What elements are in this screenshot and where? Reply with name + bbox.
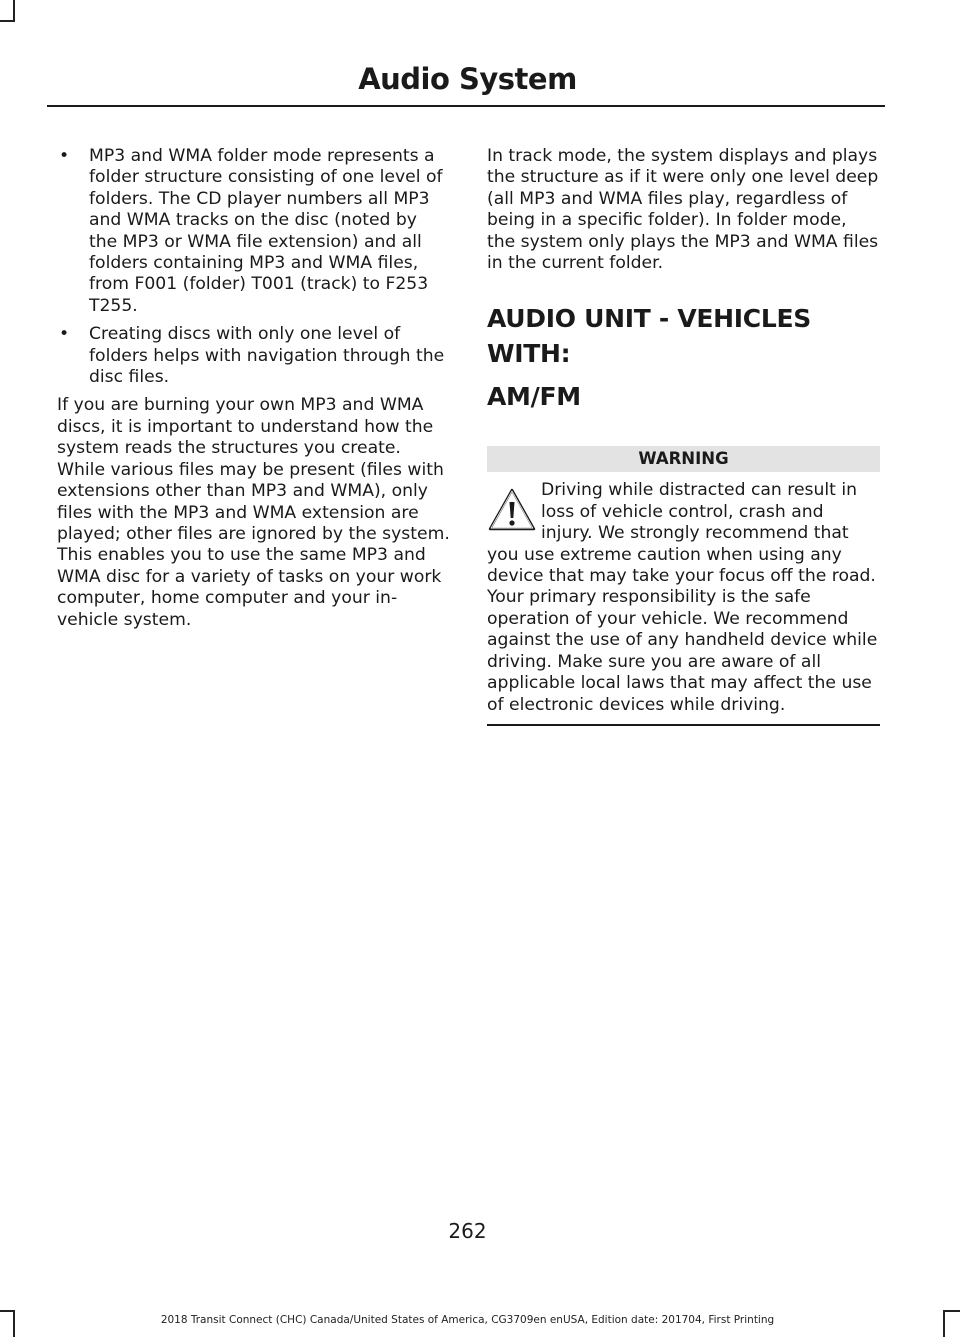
- warning-triangle-icon: [487, 487, 537, 533]
- right-column: [487, 146, 880, 726]
- page-number: 262: [448, 1219, 487, 1243]
- header-rule: [47, 105, 885, 107]
- crop-mark-bottom-left-h: [0, 1310, 15, 1312]
- bullet-text: MP3 and WMA folder mode represents a folder structure consisting of one level of folders. The CD player numbers all MP3 and WMA tracks on the disc (noted by the MP3 or WMA file extension) and all folders containing MP3 and WMA files, from F001 (folder) T001 (track) to F253 T255.: [89, 146, 443, 316]
- crop-mark-bottom-right-h: [943, 1310, 960, 1312]
- body-paragraph: In track mode, the system displays and plays the structure as if it were only one level deep (all MP3 and WMA files play, regardless of being in a specific folder). In folder mode, the system only plays the MP3 and WMA files in the current folder.: [487, 146, 879, 274]
- crop-mark-top-left: [13, 0, 15, 22]
- bullet-item: [57, 146, 450, 317]
- left-column: [57, 146, 450, 638]
- warning-box: [487, 480, 880, 725]
- section-heading-line-2: AM/FM: [487, 382, 581, 412]
- bullet-marker: •: [59, 324, 70, 345]
- bullet-item: [57, 324, 450, 388]
- crop-mark-bottom-right: [943, 1310, 945, 1337]
- page-footer: 2018 Transit Connect (CHC) Canada/United States of America, CG3709en enUSA, Edition date: 201704, First Printing: [160, 1314, 775, 1326]
- crop-mark-top-left-h: [0, 20, 15, 22]
- section-heading-line-1: AUDIO UNIT - VEHICLES WITH:: [487, 304, 811, 369]
- bullet-text: Creating discs with only one level of folders helps with navigation through the disc files.: [89, 324, 445, 388]
- bullet-list: [57, 146, 450, 388]
- section-heading: [487, 301, 880, 414]
- bullet-marker: •: [59, 146, 70, 166]
- warning-text: Driving while distracted can result in loss of vehicle control, crash and injury. We strongly recommend that you use extreme caution when using any device that may take your focus off the road. Your primary responsibility is the safe operation of your vehicle. We recommend against the use of any handheld device while driving. Make sure you are aware of all applicable local laws that may affect the use of electronic devices while driving.: [487, 480, 878, 715]
- page-header-title: Audio System: [358, 62, 577, 96]
- warning-label: WARNING: [487, 446, 880, 472]
- body-paragraph: If you are burning your own MP3 and WMA discs, it is important to understand how the system reads the structures you create. While various files may be present (files with extensions other than MP3 and WMA), only files with the MP3 and WMA extension are played; other files are ignored by the system. This enables you to use the same MP3 and WMA disc for a variety of tasks on your work computer, home computer and your in-vehicle system.: [57, 395, 450, 630]
